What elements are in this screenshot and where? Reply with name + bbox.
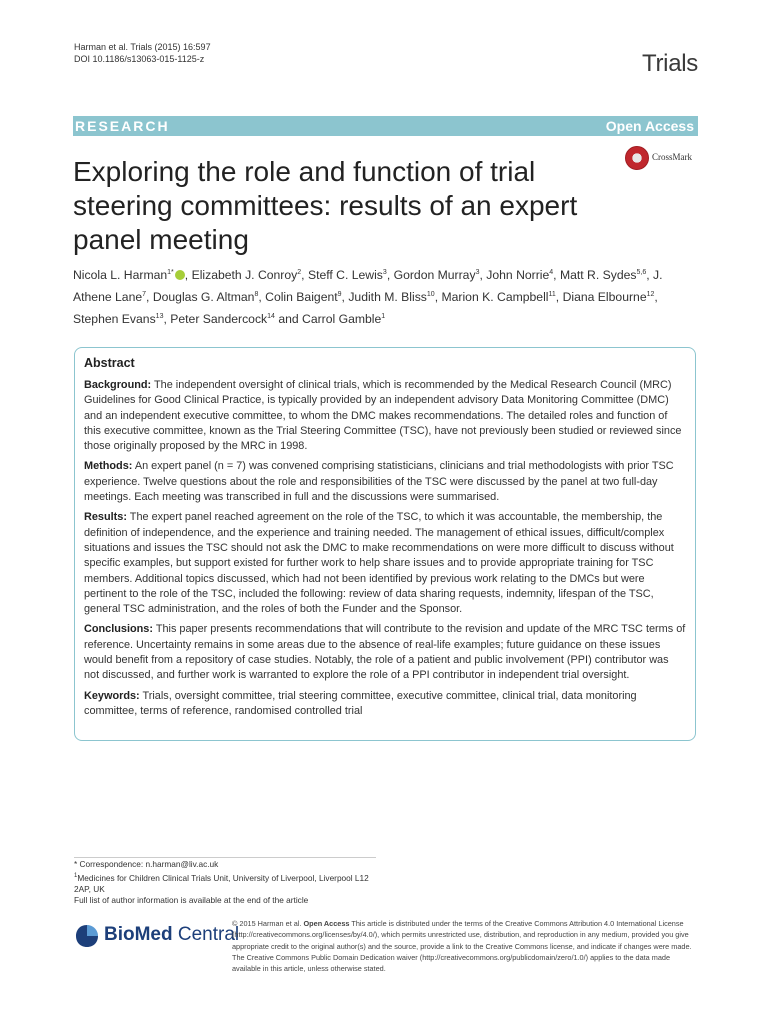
biomed-central-icon xyxy=(74,923,100,949)
author-separator: , xyxy=(341,290,349,305)
author-affiliation-sup: 8 xyxy=(254,291,259,299)
author-name[interactable]: Colin Baigent xyxy=(265,290,338,305)
author-name[interactable]: John Norrie xyxy=(486,268,550,283)
author-affiliation-sup: 9 xyxy=(337,291,342,299)
footnote-divider xyxy=(74,857,376,858)
full-list-note: Full list of author information is available at the end of the article xyxy=(74,895,309,906)
license-prefix: © 2015 Harman et al. xyxy=(232,919,304,928)
author-name[interactable]: Diana Elbourne xyxy=(562,290,647,305)
author-affiliation-sup: 4 xyxy=(549,269,554,276)
conclusions-text: This paper presents recommendations that will contribute to the revision and update of the MRC TSC terms of reference. Uncertainty remains in some areas due to the absence of real-life examples; future guidance on these issues would benefit from a repository of case studies. Notably, the role of a patient and public involvement (PPI) contributor was not discussed, and further work is warranted to explore the role of a PPI contributor in independent trial oversight. xyxy=(84,623,686,682)
author-name[interactable]: Matt R. Sydes xyxy=(559,268,637,283)
author-separator: , xyxy=(386,268,394,283)
crossmark-label: CrossMark xyxy=(652,152,692,162)
author-name[interactable]: J. Athene Lane xyxy=(73,268,663,305)
author-separator: , xyxy=(146,290,153,305)
abstract-background xyxy=(84,378,686,454)
license-statement xyxy=(232,918,697,974)
abstract-heading: Abstract xyxy=(84,356,135,370)
abstract-keywords xyxy=(84,689,686,720)
author-affiliation-sup: 3 xyxy=(382,269,387,276)
affiliation-note xyxy=(74,871,384,896)
author-affiliation-sup: 5,6 xyxy=(636,269,647,276)
results-text: The expert panel reached agreement on the role of the TSC, to which it was accountable, the membership, the definition of independence, and the experience and training needed. The management of ethical issues, difficult/complex situations and issues the TSC should not ask the DMC to make recommendations on were more difficult to discuss without specific examples, but support existed for further work to help share issues and to provide appropriate training for TSC members. Additional topics discussed, which had not been identified by previous work relating to the DMCs but were pertinent to the role of the TSC, included the following: review of data sharing requests, indemnity, lifespan of the TSC, general TSC administration, and the roles of both the Funder and the Sponsor. xyxy=(84,511,674,616)
author-separator: , xyxy=(258,290,266,305)
author-affiliation-sup: 12 xyxy=(646,291,655,299)
author-name[interactable]: Gordon Murray xyxy=(393,268,476,283)
article-title: Exploring the role and function of trial steering committees: results of an expert panel meeting xyxy=(73,156,578,255)
author-separator: and xyxy=(274,312,303,327)
abstract-methods xyxy=(84,459,686,505)
author-list xyxy=(73,263,693,329)
doi-line[interactable]: DOI 10.1186/s13063-015-1125-z xyxy=(74,54,205,64)
author-separator: , xyxy=(654,290,658,305)
affiliation-sup: 1 xyxy=(74,872,78,879)
open-access-label: Open Access xyxy=(605,118,694,134)
license-text: This article is distributed under the terms of the Creative Commons Attribution 4.0 International License (http://creativecommons.org/licenses/by/4.0/), which permits unrestricted use, distribution, and reproduction in any medium, provided you give appropriate credit to the original author(s) and the source, provide a link to the Creative Commons license, and indicate if changes were made. The Creative Commons Public Domain Dedication waiver (http://creativecommons.org/publicdomain/zero/1.0/) applies to the data made available in this article, unless otherwise stated. xyxy=(232,919,692,974)
author-separator: , xyxy=(184,268,192,283)
author-name[interactable]: Nicola L. Harman xyxy=(73,268,168,283)
results-label: Results: xyxy=(84,511,127,524)
author-separator: , xyxy=(479,268,487,283)
journal-name: Trials xyxy=(642,50,698,77)
author-separator: , xyxy=(553,268,560,283)
author-separator: , xyxy=(646,268,653,283)
license-open-access: Open Access xyxy=(303,919,350,928)
orcid-icon[interactable] xyxy=(175,270,185,280)
author-affiliation-sup: 11 xyxy=(548,291,556,299)
author-affiliation-sup: 10 xyxy=(426,291,435,299)
author-affiliation-sup: 1 xyxy=(381,313,386,321)
author-affiliation-sup: 7 xyxy=(142,291,147,299)
publisher-name xyxy=(104,924,239,946)
author-name[interactable]: Stephen Evans xyxy=(73,312,156,327)
author-affiliation-sup: 13 xyxy=(155,313,164,321)
crossmark-icon xyxy=(625,146,649,170)
author-name[interactable]: Peter Sandercock xyxy=(170,312,268,327)
author-affiliation-sup: 3 xyxy=(475,269,480,276)
citation-block xyxy=(74,41,211,65)
article-type: RESEARCH xyxy=(75,118,170,134)
background-text: The independent oversight of clinical trials, which is recommended by the Medical Research Council (MRC) Guidelines for Good Clinical Practice, is typically provided by an independent advisory Data Monitoring Committee (DMC) and an independent executive committee, to whom the DMC makes recommendations. The detailed roles and function of this executive committee, known as the Trial Steering Committee (TSC), have not previously been studied or reviewed since those originally proposed by the MRC in 1998. xyxy=(84,379,682,453)
publisher-logo xyxy=(74,921,240,951)
author-name[interactable]: Elizabeth J. Conroy xyxy=(191,268,298,283)
author-name[interactable]: Douglas G. Altman xyxy=(152,290,255,305)
abstract-results xyxy=(84,510,686,617)
crossmark-badge[interactable] xyxy=(625,146,705,170)
abstract-conclusions xyxy=(84,622,686,683)
author-separator: , xyxy=(555,290,563,305)
author-affiliation-sup: 1* xyxy=(167,269,174,276)
keywords-label: Keywords: xyxy=(84,689,140,702)
methods-label: Methods: xyxy=(84,460,133,473)
author-affiliation-sup: 14 xyxy=(267,313,275,321)
author-affiliation-sup: 2 xyxy=(297,269,302,276)
background-label: Background: xyxy=(84,379,152,391)
footnotes xyxy=(74,859,384,907)
author-name[interactable]: Steff C. Lewis xyxy=(307,268,383,283)
author-separator: , xyxy=(434,290,442,305)
author-name[interactable]: Carrol Gamble xyxy=(302,312,382,327)
author-separator: , xyxy=(301,268,308,283)
affiliation-text: Medicines for Children Clinical Trials Unit, University of Liverpool, Liverpool L12 2AP, UK xyxy=(74,872,369,894)
section-bar xyxy=(73,116,698,136)
author-name[interactable]: Marion K. Campbell xyxy=(441,290,549,305)
conclusions-label: Conclusions: xyxy=(84,623,153,636)
keywords-text: Trials, oversight committee, trial steering committee, executive committee, clinical trial, data monitoring committee, terms of reference, randomised controlled trial xyxy=(84,689,637,717)
author-name[interactable]: Judith M. Bliss xyxy=(348,290,427,305)
author-separator: , xyxy=(163,312,171,327)
publisher-name-regular: Central xyxy=(172,924,240,945)
citation-line: Harman et al. Trials (2015) 16:597 xyxy=(74,42,211,52)
methods-text: An expert panel (n = 7) was convened comprising statisticians, clinicians and trial methodologists with prior TSC experience. Twelve questions about the role and responsibilities of the TSC were discussed by the panel at two full-day meetings. Each meeting was transcribed in full and the discussions were summarised. xyxy=(84,460,674,504)
abstract-box xyxy=(74,347,696,741)
publisher-name-bold: BioMed xyxy=(104,924,173,945)
correspondence-note[interactable]: * Correspondence: n.harman@liv.ac.uk xyxy=(74,859,219,869)
